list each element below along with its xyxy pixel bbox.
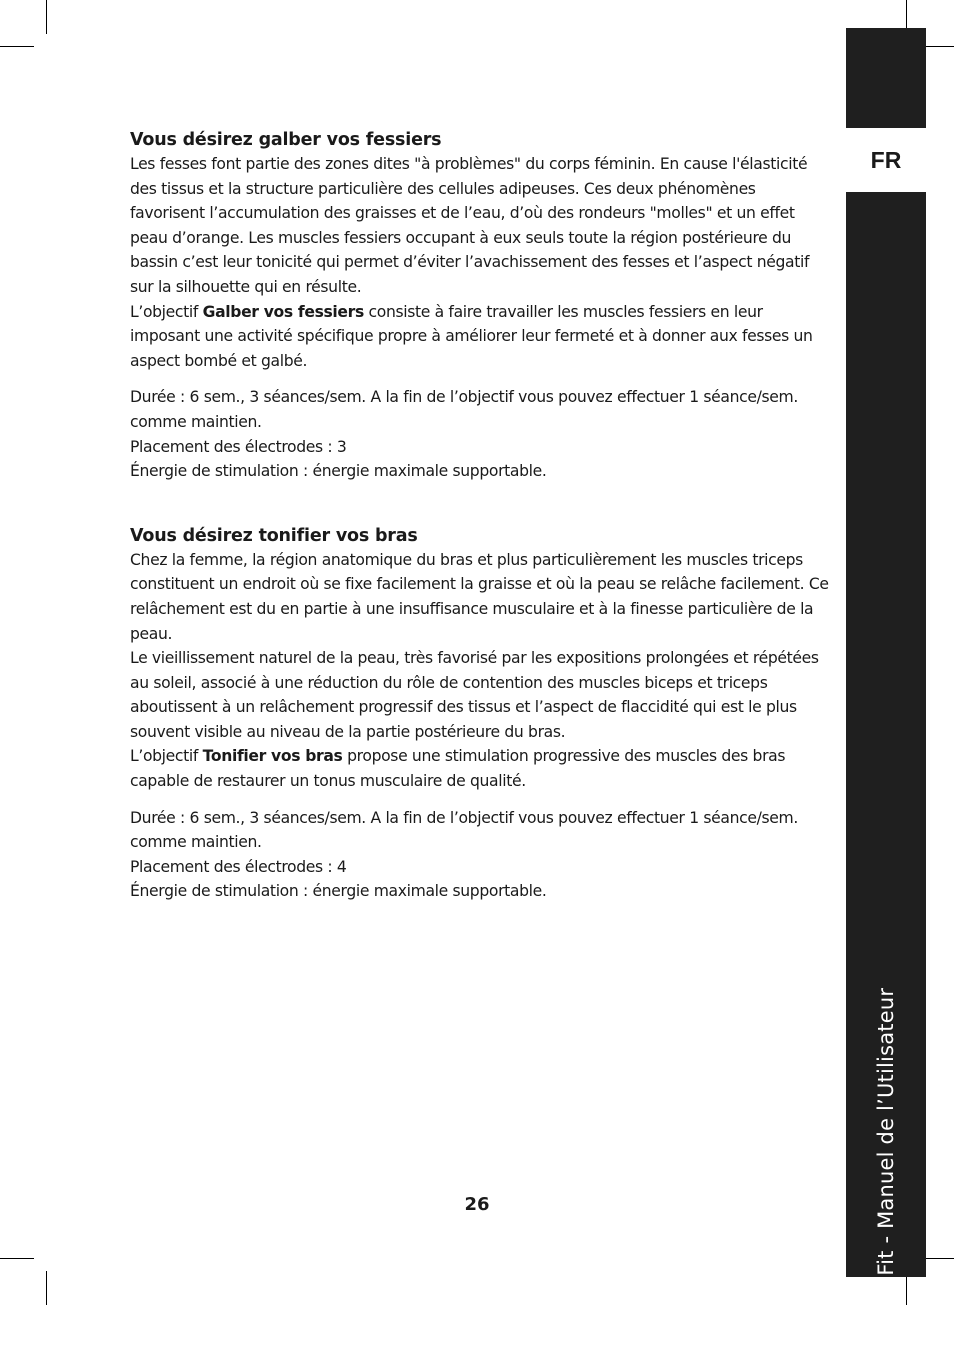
manual-title: Compex Fit - Manuel de l’Utilisateur [874, 987, 898, 1370]
section-intro-2: Le vieillissement naturel de la peau, très favorisé par les expositions prolongées et répétées au soleil, associé à une réduction du rôle de contention des muscles biceps et triceps aboutissent à un relâchement progressif des tissus et l’aspect de flaccidité qui est le plus souvent visible au niveau de la partie postérieure du bras. [130, 649, 819, 741]
side-tab [846, 192, 926, 1370]
section-intro: Les fesses font partie des zones dites "à problèmes" du corps féminin. En cause l'élasticité des tissus et la structure particulière des cellules adipeuses. Ces deux phénomènes favorisent l’accumulation des graisses et de l’eau, d’où des rondeurs "molles" et un effet peau d’orange. Les muscles fessiers occupant à eux seuls toute la région postérieure du bassin c’est leur tonicité qui permet d’éviter l’avachissement des fesses et l’aspect négatif sur la silhouette qui en résulte. [130, 155, 810, 296]
energy-text: Énergie de stimulation : énergie maximale supportable. [130, 462, 547, 481]
section-bras [130, 524, 830, 904]
objective-prefix: L’objectif [130, 747, 203, 766]
language-label: FR [870, 146, 902, 173]
duration-text: Durée : 6 sem., 3 séances/sem. A la fin de l’objectif vous pouvez effectuer 1 séance/sem. comme maintien. [130, 808, 798, 852]
objective-description: consiste à faire travailler les muscles fessiers en leur imposant une activité spécifique propre à améliorer leur fermeté et à donner aux fesses un aspect bombé et galbé. [130, 302, 813, 370]
crop-mark [0, 46, 34, 47]
section-heading: Vous désirez galber vos fessiers [130, 130, 442, 150]
section-intro: Chez la femme, la région anatomique du bras et plus particulièrement les muscles triceps constituent un endroit où se fixe facilement la graisse et où la peau se relâche facilement. Ce relâchement est du en partie à une insuffisance musculaire et à la finesse particulière de la peau. [130, 550, 829, 643]
section-fessiers [130, 128, 830, 484]
page-number: 26 [464, 1194, 490, 1215]
crop-mark [46, 1271, 47, 1305]
objective-paragraph [130, 300, 830, 374]
objective-name: Galber vos fessiers [202, 302, 364, 321]
language-tab [846, 128, 926, 192]
crop-mark [46, 0, 47, 34]
page-content [130, 128, 830, 904]
objective-name: Tonifier vos bras [202, 747, 343, 766]
duration-text: Durée : 6 sem., 3 séances/sem. A la fin de l’objectif vous pouvez effectuer 1 séance/sem. comme maintien. [130, 388, 798, 431]
electrodes-text: Placement des électrodes : 3 [130, 437, 347, 456]
crop-mark [0, 1258, 34, 1259]
objective-paragraph [130, 744, 830, 793]
objective-description: propose une stimulation progressive des muscles des bras capable de restaurer un tonus musculaire de qualité. [130, 747, 786, 791]
energy-text: Énergie de stimulation : énergie maximale supportable. [130, 882, 547, 901]
objective-prefix: L’objectif [130, 302, 203, 321]
section-heading: Vous désirez tonifier vos bras [130, 525, 418, 546]
side-tab-top [846, 28, 926, 128]
electrodes-text: Placement des électrodes : 4 [130, 857, 347, 876]
